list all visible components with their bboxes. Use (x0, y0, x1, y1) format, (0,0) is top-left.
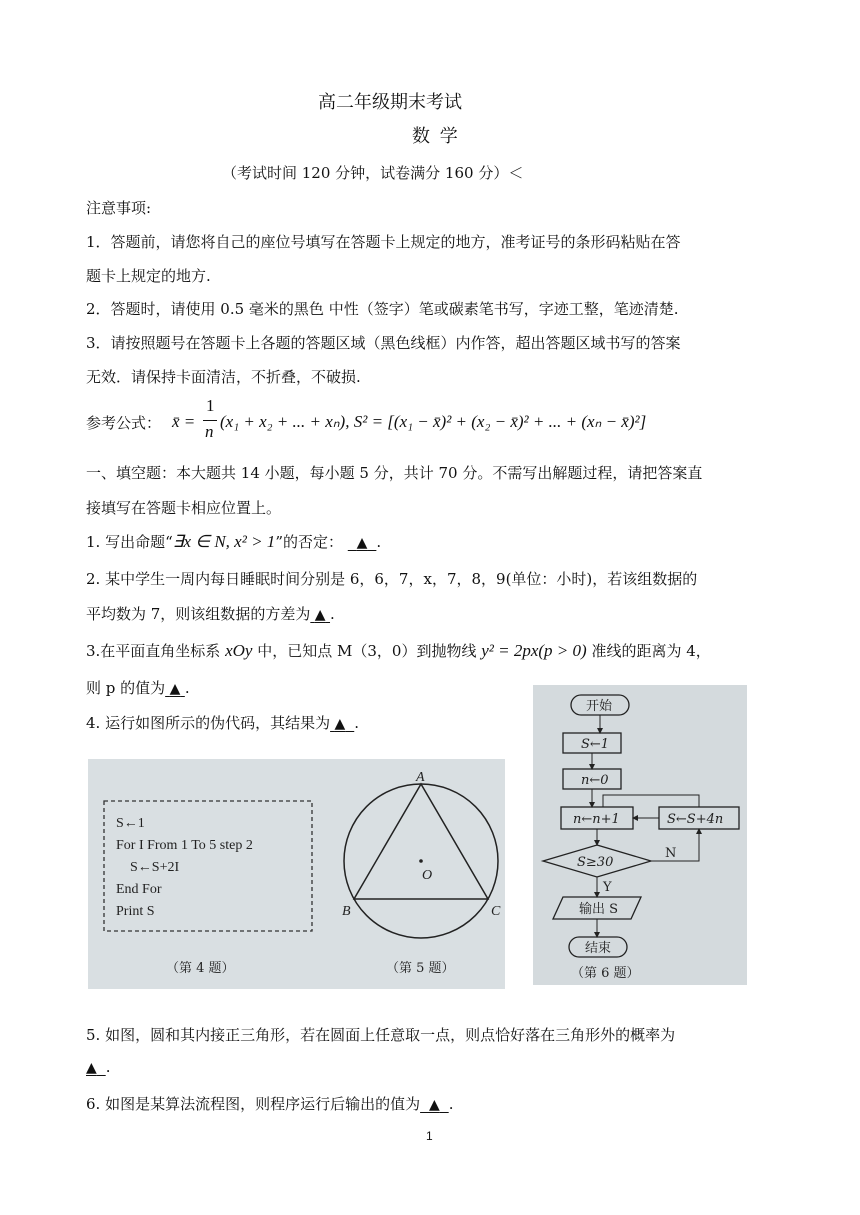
label-b: B (342, 904, 351, 919)
q5-answer-blank: ▲ (86, 1060, 97, 1076)
question-3-line1 (86, 640, 711, 661)
flow-n-init-label: n←0 (581, 773, 609, 788)
formula-body: (x₁ + x₂ + ... + xₙ), S² = [(x₁ − x̄)² + (x₂ − x̄)² + ... + (xₙ − x̄)²] (220, 412, 647, 431)
subject-title: 数 学 (412, 126, 460, 147)
q1-prefix: 1. 写出命题“ (86, 533, 173, 551)
q4-period: . (354, 714, 360, 732)
flow-end-label: 结束 (585, 941, 612, 956)
label-o: O (422, 868, 433, 883)
question-6 (86, 1093, 453, 1114)
flow-n-step-label: n←n+1 (573, 812, 620, 827)
inscribed-triangle (354, 784, 488, 899)
exam-title: 高二年级期末考试 (318, 92, 462, 113)
label-c: C (491, 904, 501, 919)
q3-prefix: 3.在平面直角坐标系 (86, 642, 226, 660)
question-2-line2 (86, 603, 335, 624)
q3-parabola: y² = 2px(p > 0) (481, 641, 587, 660)
code-line-3: S←S+2I (130, 860, 180, 875)
figure-4-5-svg (88, 759, 505, 989)
loop-line (603, 795, 699, 807)
code-line-2: For I From 1 To 5 step 2 (116, 838, 253, 853)
q3-text2: 则 p 的值为 (86, 679, 166, 697)
page-number: 1 (426, 1129, 433, 1143)
q3-period: . (184, 679, 190, 697)
q6-answer-blank: ▲ (429, 1097, 440, 1113)
note-1-line1: 1．答题前，请您将自己的座位号填写在答题卡上规定的地方，准考证号的条形码粘贴在答 (86, 233, 681, 251)
flow-s-init-label: S←1 (581, 737, 610, 752)
flow-no-label: N (665, 846, 677, 861)
figure-6-photo (533, 685, 747, 985)
q6-period: . (448, 1095, 454, 1113)
mean-symbol: x̄ = (172, 412, 196, 431)
notes-heading: 注意事项: (86, 199, 152, 217)
q1-suffix: ”的否定： (275, 533, 343, 551)
flow-output-label: 输出 S (579, 902, 619, 917)
figure-5-caption: （第 5 题） (386, 961, 455, 976)
q2-answer-blank: ▲ (314, 607, 326, 623)
figure-4-5-photo (88, 759, 505, 989)
figure-6-caption: （第 6 题） (571, 966, 640, 981)
q3-answer-blank: ▲ (169, 681, 181, 697)
fraction-bar (203, 420, 217, 421)
fraction-denominator: n (205, 422, 214, 441)
flow-condition-label: S≥30 (577, 855, 614, 870)
q1-answer-blank: ▲ (356, 535, 368, 551)
figure-4-caption: （第 4 题） (166, 961, 235, 976)
q4-text: 4. 运行如图所示的伪代码，其结果为 (86, 714, 331, 732)
code-line-5: Print S (116, 904, 155, 919)
note-3-line2: 无效．请保持卡面清洁，不折叠，不破损. (86, 368, 361, 386)
code-line-1: S←1 (116, 816, 145, 831)
section1-line1: 一、填空题：本大题共 14 小题，每小题 5 分，共计 70 分。不需写出解题过程，请把答案直 (86, 464, 703, 482)
q2-period: . (330, 605, 335, 623)
question-1 (86, 531, 381, 552)
q5-period: . (105, 1058, 111, 1076)
formula-label: 参考公式： (86, 414, 162, 432)
flowchart-svg (533, 685, 747, 985)
question-3-line2 (86, 677, 190, 698)
center-dot (419, 859, 423, 863)
question-5-line1: 5. 如图，圆和其内接正三角形，若在圆面上任意取一点，则点恰好落在三角形外的概率为 (86, 1026, 676, 1044)
note-1-line2: 题卡上规定的地方. (86, 267, 211, 285)
q4-answer-blank: ▲ (334, 716, 346, 732)
flow-yes-label: Y (603, 880, 612, 895)
flow-start-label: 开始 (586, 699, 613, 714)
q2-text: 平均数为 7，则该组数据的方差为 (86, 605, 311, 623)
q3-suffix: 准线的距离为 4， (586, 642, 711, 660)
note-2: 2．答题时，请使用 0.5 毫米的黑色 中性（签字）笔或碳素笔书写，字迹工整，笔迹清楚. (86, 300, 679, 318)
q6-text: 6. 如图是某算法流程图，则程序运行后输出的值为 (86, 1095, 421, 1113)
q3-mid: 中，已知点 M（3，0）到抛物线 (252, 642, 482, 660)
code-line-4: End For (116, 882, 162, 897)
question-4 (86, 712, 359, 733)
q1-period: . (376, 533, 382, 551)
note-3-line1: 3．请按照题号在答题卡上各题的答题区域（黑色线框）内作答，超出答题区域书写的答案 (86, 334, 681, 352)
exam-info: （考试时间 120 分钟，试卷满分 160 分）＜ (222, 164, 524, 182)
reference-formula (170, 396, 780, 450)
label-a: A (416, 770, 425, 785)
q1-math: ∃x ∈ N, x² > 1 (172, 532, 276, 551)
flow-s-step-label: S←S+4n (667, 812, 724, 827)
fraction-numerator: 1 (206, 396, 215, 415)
section1-line2: 接填写在答题卡相应位置上。 (86, 499, 282, 517)
question-5-line2 (86, 1058, 110, 1076)
q3-xoy: xOy (225, 641, 253, 660)
question-2-line1: 2. 某中学生一周内每日睡眠时间分别是 6，6，7，x，7，8，9(单位：小时)，若该组数据的 (86, 570, 698, 588)
